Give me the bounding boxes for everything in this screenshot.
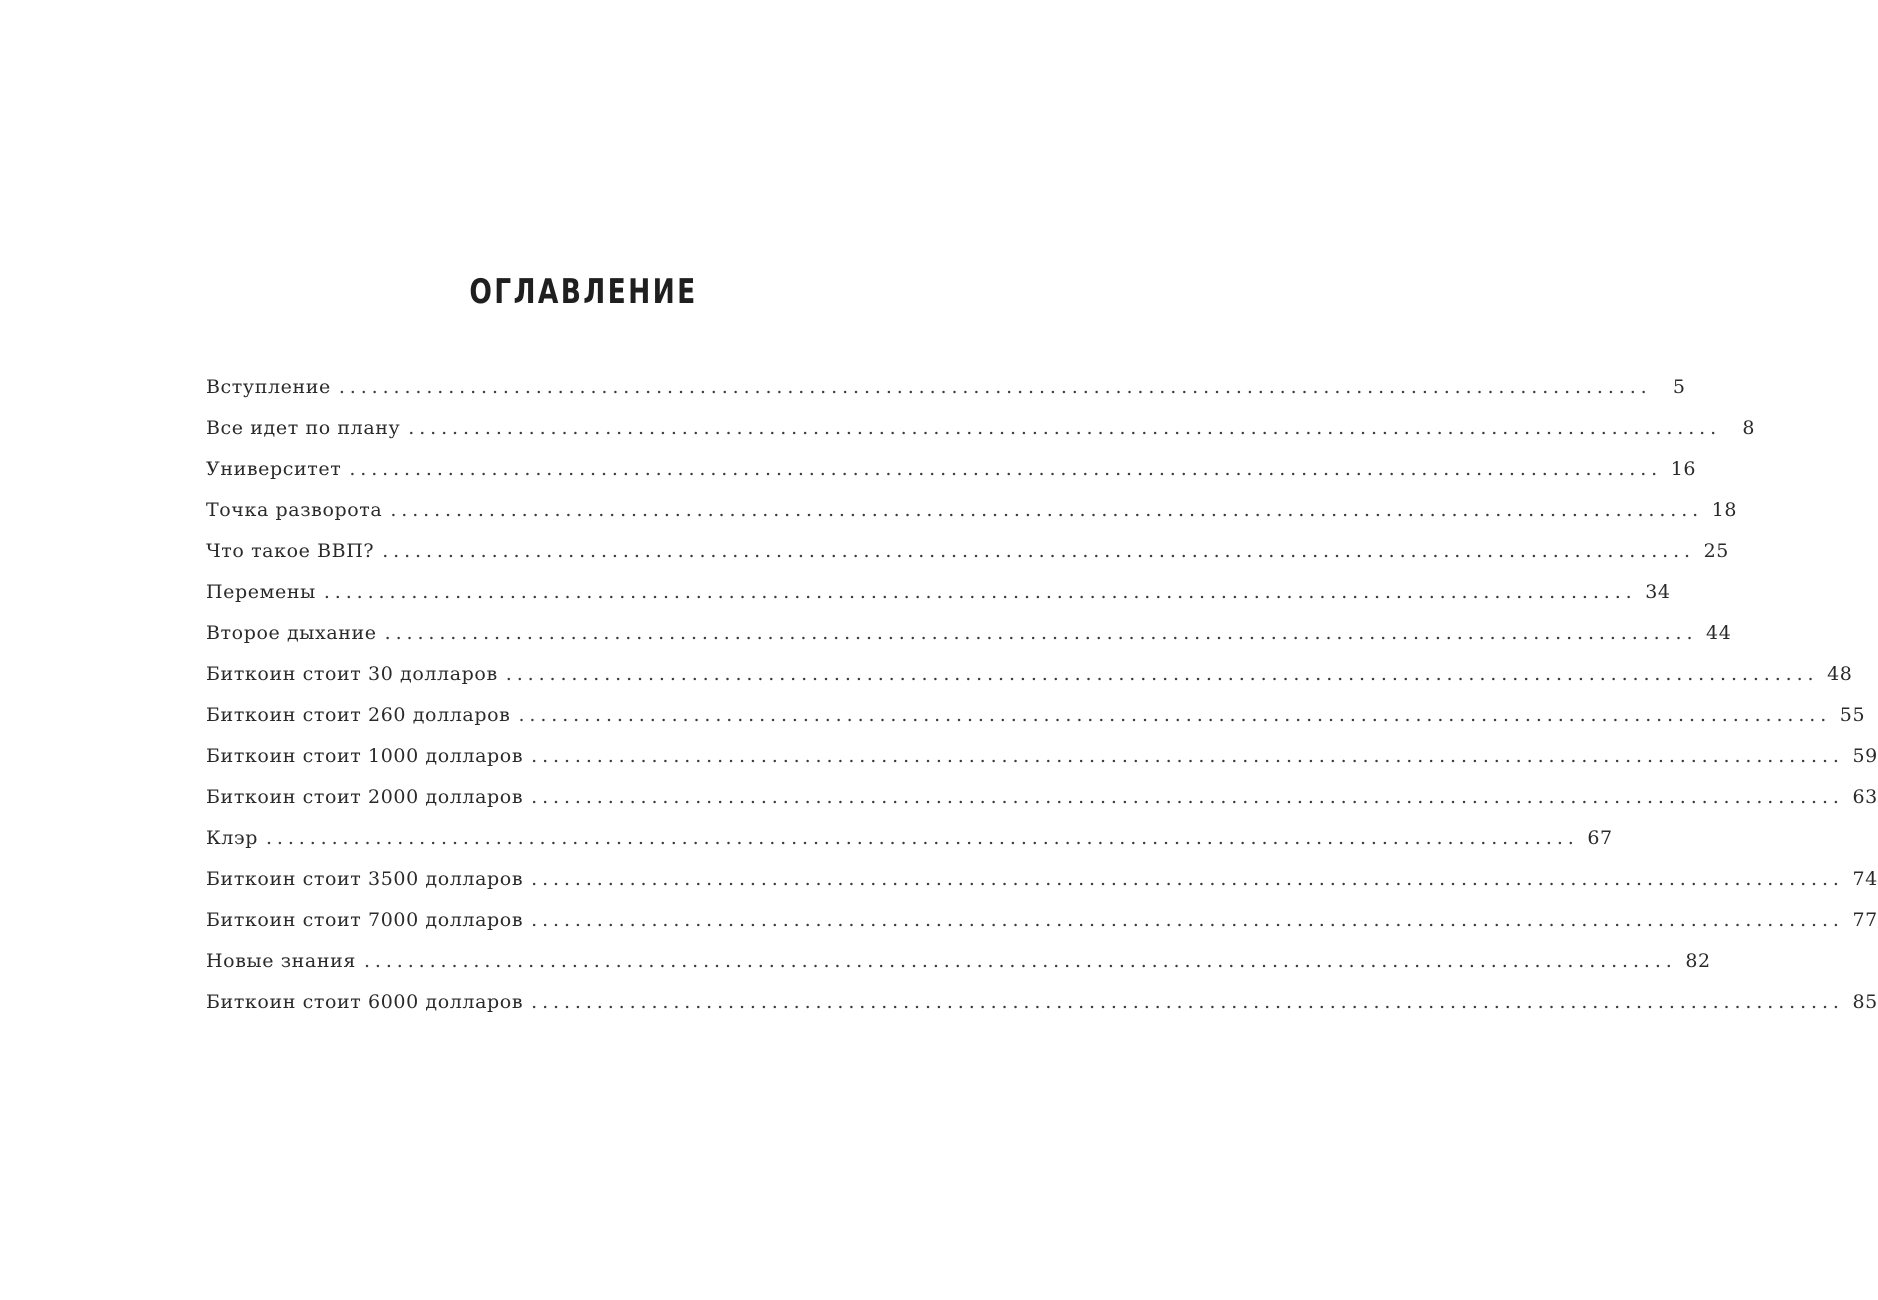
toc-entry-page-number: 44 — [1706, 622, 1732, 644]
toc-entry-title: Вступление — [206, 376, 331, 398]
toc-entry-title: Университет — [206, 458, 342, 480]
toc-dot-leader: ........................................................................................................................ — [363, 950, 1677, 972]
toc-entry — [206, 581, 1671, 622]
toc-dot-leader: ........................................................................................................................ — [382, 540, 1695, 562]
toc-entry — [206, 499, 1738, 540]
toc-entry — [206, 786, 1878, 827]
toc-dot-leader: ........................................................................................................................ — [531, 909, 1844, 931]
toc-entry-page-number: 59 — [1852, 745, 1878, 767]
toc-entry-page-number: 77 — [1852, 909, 1878, 931]
toc-dot-leader: ........................................................................................................................ — [384, 622, 1698, 644]
toc-entry — [206, 868, 1878, 909]
toc-entry — [206, 458, 1697, 499]
toc-entry-title: Перемены — [206, 581, 316, 603]
toc-entry-page-number: 74 — [1852, 868, 1878, 890]
toc-entry-page-number: 8 — [1742, 417, 1756, 439]
toc-dot-leader: ........................................................................................................................ — [349, 458, 1663, 480]
toc-entry — [206, 663, 1853, 704]
toc-dot-leader: ........................................................................................................................ — [265, 827, 1579, 849]
toc-entry-page-number: 18 — [1711, 499, 1738, 521]
toc-entry-page-number: 48 — [1827, 663, 1853, 685]
toc-dot-leader: ........................................................................................................................ — [531, 786, 1844, 808]
toc-entry — [206, 376, 1686, 417]
toc-entry — [206, 540, 1729, 581]
toc-dot-leader: ........................................................................................................................ — [338, 376, 1652, 398]
toc-entry — [206, 909, 1878, 950]
toc-dot-leader: ........................................................................................................................ — [518, 704, 1832, 726]
toc-entry-title: Клэр — [206, 827, 258, 849]
toc-entry — [206, 622, 1732, 663]
toc-entry-page-number: 67 — [1587, 827, 1613, 849]
toc-entry-title: Все идет по плану — [206, 417, 401, 439]
toc-entry-page-number: 25 — [1703, 540, 1729, 562]
toc-entry-title: Биткоин стоит 7000 долларов — [206, 909, 524, 931]
toc-entry — [206, 991, 1878, 1032]
toc-dot-leader: ........................................................................................................................ — [531, 868, 1844, 890]
toc-entry-title: Второе дыхание — [206, 622, 377, 644]
toc-entry — [206, 417, 1756, 458]
toc-entry — [206, 745, 1878, 786]
toc-entry-title: Биткоин стоит 260 долларов — [206, 704, 511, 726]
toc-entry-title: Биткоин стоит 6000 долларов — [206, 991, 524, 1013]
toc-entry-page-number: 55 — [1839, 704, 1866, 726]
toc-entry-title: Биткоин стоит 2000 долларов — [206, 786, 524, 808]
table-of-contents — [206, 376, 1878, 1032]
toc-entry-page-number: 85 — [1852, 991, 1878, 1013]
toc-dot-leader: ........................................................................................................................ — [505, 663, 1819, 685]
toc-entry-title: Биткоин стоит 30 долларов — [206, 663, 498, 685]
toc-entry — [206, 950, 1711, 991]
toc-entry-title: Точка разворота — [206, 499, 383, 521]
toc-entry-page-number: 82 — [1685, 950, 1711, 972]
toc-dot-leader: ........................................................................................................................ — [531, 991, 1844, 1013]
toc-entry-page-number: 16 — [1670, 458, 1697, 480]
toc-entry-page-number: 34 — [1645, 581, 1671, 603]
toc-entry — [206, 827, 1613, 868]
toc-entry-title: Биткоин стоит 3500 долларов — [206, 868, 524, 890]
toc-entry-title: Новые знания — [206, 950, 356, 972]
toc-dot-leader: ........................................................................................................................ — [408, 417, 1722, 439]
toc-entry — [206, 704, 1866, 745]
page-title: ОГЛАВЛЕНИЕ — [469, 272, 698, 312]
toc-dot-leader: ........................................................................................................................ — [390, 499, 1704, 521]
toc-entry-page-number: 63 — [1852, 786, 1878, 808]
toc-entry-title: Биткоин стоит 1000 долларов — [206, 745, 524, 767]
toc-entry-page-number: 5 — [1672, 376, 1686, 398]
toc-dot-leader: ........................................................................................................................ — [531, 745, 1844, 767]
toc-dot-leader: ........................................................................................................................ — [323, 581, 1637, 603]
toc-entry-title: Что такое ВВП? — [206, 540, 375, 562]
